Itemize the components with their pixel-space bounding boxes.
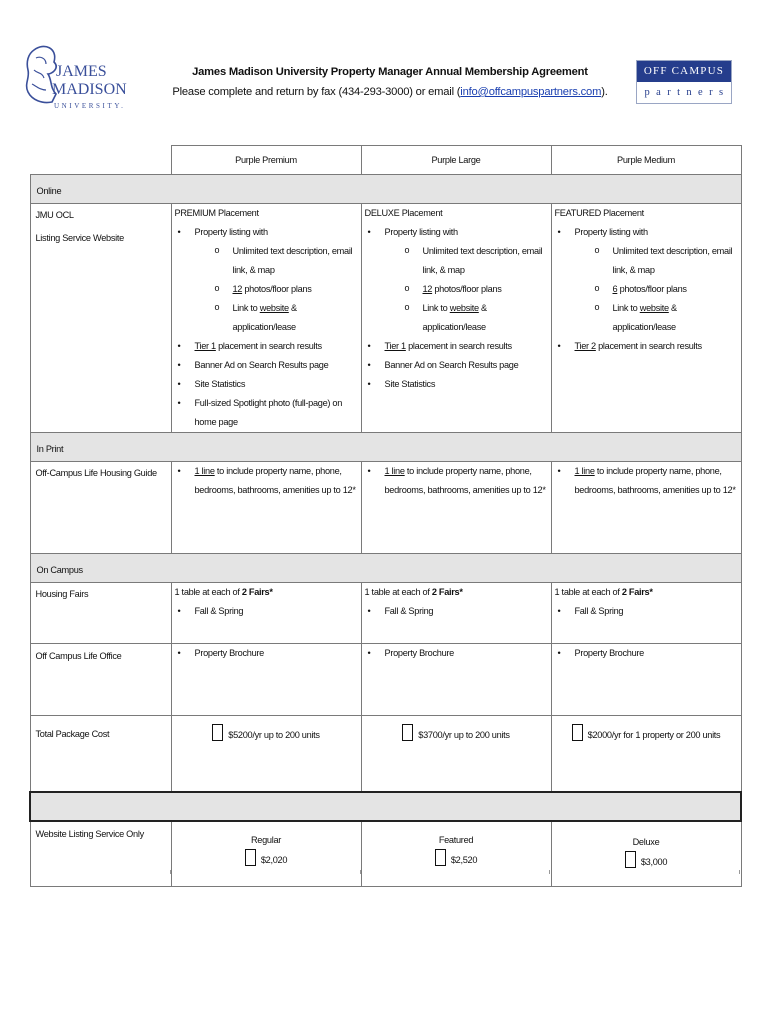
option-deluxe[interactable] (551, 821, 741, 887)
list-item: • Site Statistics (365, 375, 548, 394)
list-item: • Tier 1 placement in search results (175, 337, 358, 356)
section-title-online: Online (30, 175, 741, 204)
email-link[interactable]: info@offcampuspartners.com (460, 86, 602, 98)
price-large: $3700/yr up to 200 units (418, 730, 510, 740)
list-item: • Site Statistics (175, 375, 358, 394)
option-medium-package[interactable] (551, 716, 741, 792)
row-housing-guide (30, 462, 741, 554)
cell-premium-fairs: 1 table at each of 2 Fairs* • Fall & Spring (171, 583, 361, 644)
list-item: o Unlimited text description, email link, & map (575, 242, 738, 280)
divider-tick (549, 870, 550, 874)
list-item: • Property Brochure (175, 644, 358, 663)
jmu-logo-line3: UNIVERSITY. (54, 102, 126, 110)
list-item: o Link to website & application/lease (575, 299, 738, 337)
cell-medium-office (551, 644, 741, 716)
placement-label: PREMIUM Placement (174, 208, 259, 218)
row-online-listing (30, 204, 741, 433)
list-item: o Unlimited text description, email link, & map (195, 242, 358, 280)
checkbox-icon[interactable] (572, 724, 583, 741)
list-item: o Link to website & application/lease (385, 299, 548, 337)
cell-medium-online (551, 204, 741, 433)
row-website-only (30, 821, 741, 887)
gray-band-row (30, 792, 741, 821)
col-purple-medium: Purple Medium (551, 146, 741, 175)
featured-price: $2,520 (450, 854, 478, 865)
instructions-suffix: ). (601, 86, 608, 98)
list-item: • 1 line to include property name, phone, bedrooms, bathrooms, amenities up to 12* (555, 462, 738, 500)
row-label-website-only: Website Listing Service Only (30, 821, 171, 887)
jmu-logo-line1: JAMES (56, 63, 107, 80)
jmu-bust-icon (22, 44, 142, 120)
section-title-on-campus: On Campus (30, 554, 741, 583)
ocp-logo-bottom: partners (644, 87, 730, 98)
placement-label: DELUXE Placement (364, 208, 443, 218)
section-in-print (30, 433, 741, 462)
list-item: • Property listing with o Unlimited text description, email link, & map o 6 photos/floor plans o Link to website & application/lease (555, 223, 738, 337)
list-item: o Link to website & application/lease (195, 299, 358, 337)
list-item: • Fall & Spring (365, 602, 548, 621)
regular-label: Regular (250, 834, 282, 845)
option-large-package[interactable] (361, 716, 551, 792)
list-item: • Banner Ad on Search Results page (365, 356, 548, 375)
list-item: o 6 photos/floor plans (575, 280, 738, 299)
col-purple-premium: Purple Premium (171, 146, 361, 175)
list-item: • 1 line to include property name, phone, bedrooms, bathrooms, amenities up to 12* (175, 462, 358, 500)
divider-tick (739, 870, 740, 874)
jmu-logo-line2: MADISON (52, 81, 127, 98)
placement-label: FEATURED Placement (554, 208, 644, 218)
cell-medium-fairs: 1 table at each of 2 Fairs* • Fall & Spring (551, 583, 741, 644)
instructions (170, 82, 610, 102)
section-on-campus (30, 554, 741, 583)
instructions-prefix: Please complete and return by fax (434-293-3000) or email ( (172, 86, 461, 98)
list-item: • Property listing with o Unlimited text description, email link, & map o 12 photos/floor plans o Link to website & application/lease (175, 223, 358, 337)
header-text (170, 62, 610, 102)
checkbox-icon[interactable] (402, 724, 413, 741)
row-label-campus-office: Off Campus Life Office (30, 644, 171, 716)
price-medium: $2000/yr for 1 property or 200 units (587, 730, 721, 740)
gray-divider (30, 792, 741, 821)
list-item: • Fall & Spring (555, 602, 738, 621)
list-item: o Unlimited text description, email link, & map (385, 242, 548, 280)
featured-label: Featured (438, 834, 474, 845)
list-item: • Tier 1 placement in search results (365, 337, 548, 356)
list-item: • Property Brochure (365, 644, 548, 663)
package-table (29, 145, 742, 887)
row-label-housing-guide: Off-Campus Life Housing Guide (30, 462, 171, 554)
cell-medium-print (551, 462, 741, 554)
row-housing-fairs (30, 583, 741, 644)
divider-tick (170, 870, 171, 874)
section-online (30, 175, 741, 204)
blank-corner (30, 146, 171, 175)
option-regular[interactable] (171, 821, 361, 887)
checkbox-icon[interactable] (435, 849, 446, 866)
row-label-jmu-ocl (30, 204, 171, 433)
list-item: • Full-sized Spotlight photo (full-page) on home page (175, 394, 358, 432)
row-label-total-cost: Total Package Cost (30, 716, 171, 792)
price-premium: $5200/yr up to 200 units (228, 730, 320, 740)
list-item: • Property listing with o Unlimited text description, email link, & map o 12 photos/floor plans o Link to website & application/lease (365, 223, 548, 337)
row-campus-office (30, 644, 741, 716)
list-item: o 12 photos/floor plans (195, 280, 358, 299)
col-purple-large: Purple Large (361, 146, 551, 175)
cell-large-print (361, 462, 551, 554)
row-label-housing-fairs: Housing Fairs (30, 583, 171, 644)
cell-large-office (361, 644, 551, 716)
ocp-logo-top: OFF CAMPUS (637, 61, 731, 82)
list-item: • 1 line to include property name, phone, bedrooms, bathrooms, amenities up to 12* (365, 462, 548, 500)
list-item: • Property Brochure (555, 644, 738, 663)
off-campus-partners-logo (636, 60, 732, 104)
jmu-logo (22, 44, 142, 120)
divider-tick (360, 870, 361, 874)
deluxe-label: Deluxe (632, 836, 660, 847)
option-featured[interactable] (361, 821, 551, 887)
checkbox-icon[interactable] (245, 849, 256, 866)
cell-premium-office (171, 644, 361, 716)
label-line1: JMU OCL (35, 210, 74, 220)
list-item: o 12 photos/floor plans (385, 280, 548, 299)
row-total-cost (30, 716, 741, 792)
regular-price: $2,020 (260, 854, 288, 865)
checkbox-icon[interactable] (625, 851, 636, 868)
column-header-row (30, 146, 741, 175)
deluxe-price: $3,000 (640, 856, 668, 867)
cell-premium-online (171, 204, 361, 433)
cell-premium-print (171, 462, 361, 554)
option-premium-package[interactable] (171, 716, 361, 792)
list-item: • Tier 2 placement in search results (555, 337, 738, 356)
section-title-in-print: In Print (30, 433, 741, 462)
agreement-title: James Madison University Property Manager Annual Membership Agreement (192, 66, 588, 78)
list-item: • Fall & Spring (175, 602, 358, 621)
label-line2: Listing Service Website (35, 233, 124, 243)
cell-large-fairs: 1 table at each of 2 Fairs* • Fall & Spring (361, 583, 551, 644)
list-item: • Banner Ad on Search Results page (175, 356, 358, 375)
checkbox-icon[interactable] (212, 724, 223, 741)
cell-large-online (361, 204, 551, 433)
